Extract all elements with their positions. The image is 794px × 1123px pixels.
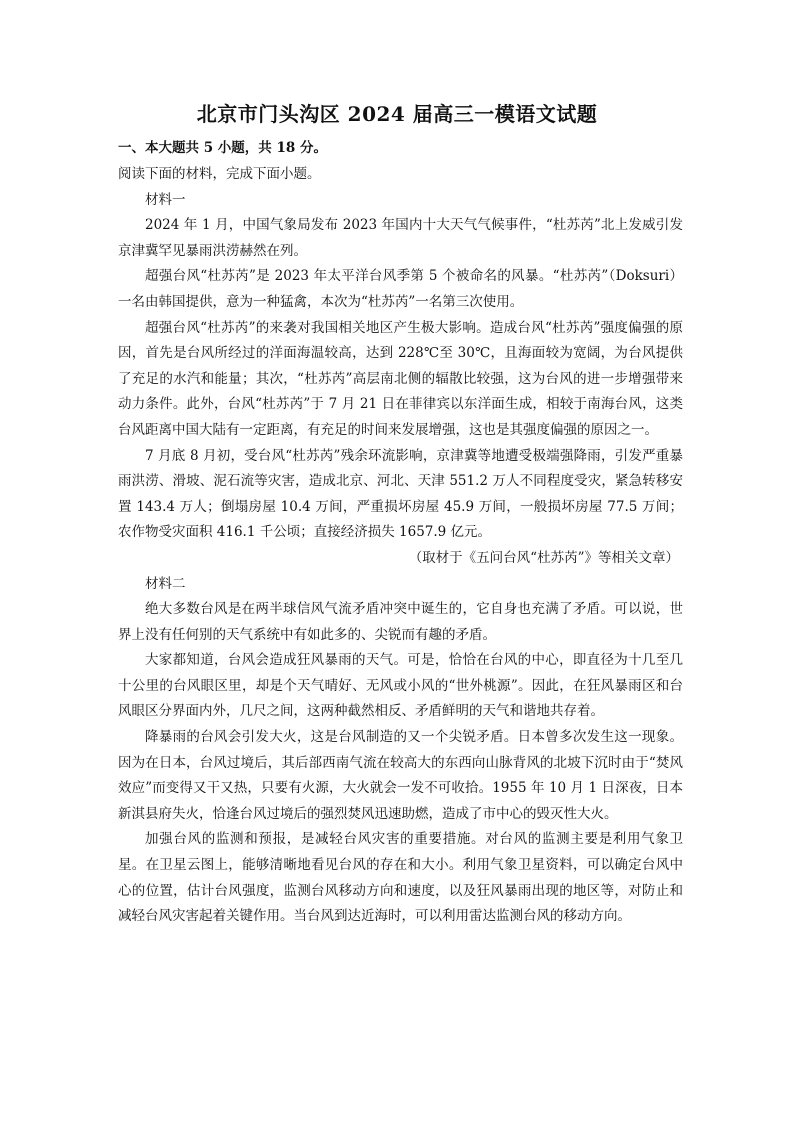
paragraph: 7 月底 8 月初，受台风“杜苏芮”残余环流影响，京津冀等地遭受极端强降雨，引发严重暴雨洪涝、滑坡、泥石流等灾害，造成北京、河北、天津 551.2 万人不同程度受灾，紧急转移安置 143.4 万人；倒塌房屋 10.4 万间，严重损坏房屋 45.9 万间，一般损坏房屋 77.5 万间；农作物受灾面积 416.1 千公顷；直接经济损失 1657.9 亿元。 [118,447,683,541]
paragraph: 绝大多数台风是在两半球信风气流矛盾冲突中诞生的，它自身也充满了矛盾。可以说，世界上没有任何别的天气系统中有如此多的、尖锐而有趣的矛盾。 [118,601,683,643]
paragraph: 大家都知道，台风会造成狂风暴雨的天气。可是，恰恰在台风的中心，即直径为十几至几十公里的台风眼区里，却是个天气晴好、无风或小风的“世外桃源”。因此，在狂风暴雨区和台风眼区分界面内外，几尺之间，这两种截然相反、矛盾鲜明的天气和谐地共存着。 [118,652,683,720]
instruction-text: 阅读下面的材料，完成下面小题。 [118,166,321,182]
paragraph: 降暴雨的台风会引发大火，这是台风制造的又一个尖锐矛盾。日本曾多次发生这一现象。因为在日本，台风过境后，其后部西南气流在较高大的东西向山脉背风的北坡下沉时由于“焚风效应”而变得又干又热，只要有火源，大火就会一发不可收拾。1955 年 10 月 1 日深夜，日本新淇县府失火，恰逢台风过境后的强烈焚风迅速助燃，造成了市中心的毁灭性大火。 [118,729,683,822]
document-body [118,162,683,930]
paragraph: 2024 年 1 月，中国气象局发布 2023 年国内十大天气气候事件，“杜苏芮”北上发威引发京津冀罕见暴雨洪涝赫然在列。 [118,217,683,259]
source-citation: （取材于《五问台风“杜苏芮”》等相关文章） [408,549,679,566]
paragraph: 超强台风“杜苏芮”是 2023 年太平洋台风季第 5 个被命名的风暴。“杜苏芮”（Doksuri）一名由韩国提供，意为一种猛禽，本次为“杜苏芮”一名第三次使用。 [118,268,683,310]
paragraph: 超强台风“杜苏芮”的来袭对我国相关地区产生极大影响。造成台风“杜苏芮”强度偏强的原因，首先是台风所经过的洋面海温较高，达到 228℃至 30℃，且海面较为宽阔，为台风提供了充足的水汽和能量；其次，“杜苏芮”高层南北侧的辐散比较强，这为台风的进一步增强带来动力条件。此外，台风“杜苏芮”于 7 月 21 日在菲律宾以东洋面生成，相较于南海台风，这类台风距离中国大陆有一定距离，有充足的时间来发展增强，这也是其强度偏强的原因之一。 [118,319,683,438]
material-label: 材料一 [145,191,186,208]
section-heading: 一、本大题共 5 小题，共 18 分。 [118,140,327,156]
paragraph: 加强台风的监测和预报，是减轻台风灾害的重要措施。对台风的监测主要是利用气象卫星。在卫星云图上，能够清晰地看见台风的存在和大小。利用气象卫星资料，可以确定台风中心的位置，估计台风强度，监测台风移动方向和速度，以及狂风暴雨出现的地区等，对防止和减轻台风灾害起着关键作用。当台风到达近海时，可以利用雷达监测台风的移动方向。 [118,831,683,925]
page-title: 北京市门头沟区 2024 届高三一模语文试题 [196,102,598,126]
material-label: 材料二 [145,575,186,592]
